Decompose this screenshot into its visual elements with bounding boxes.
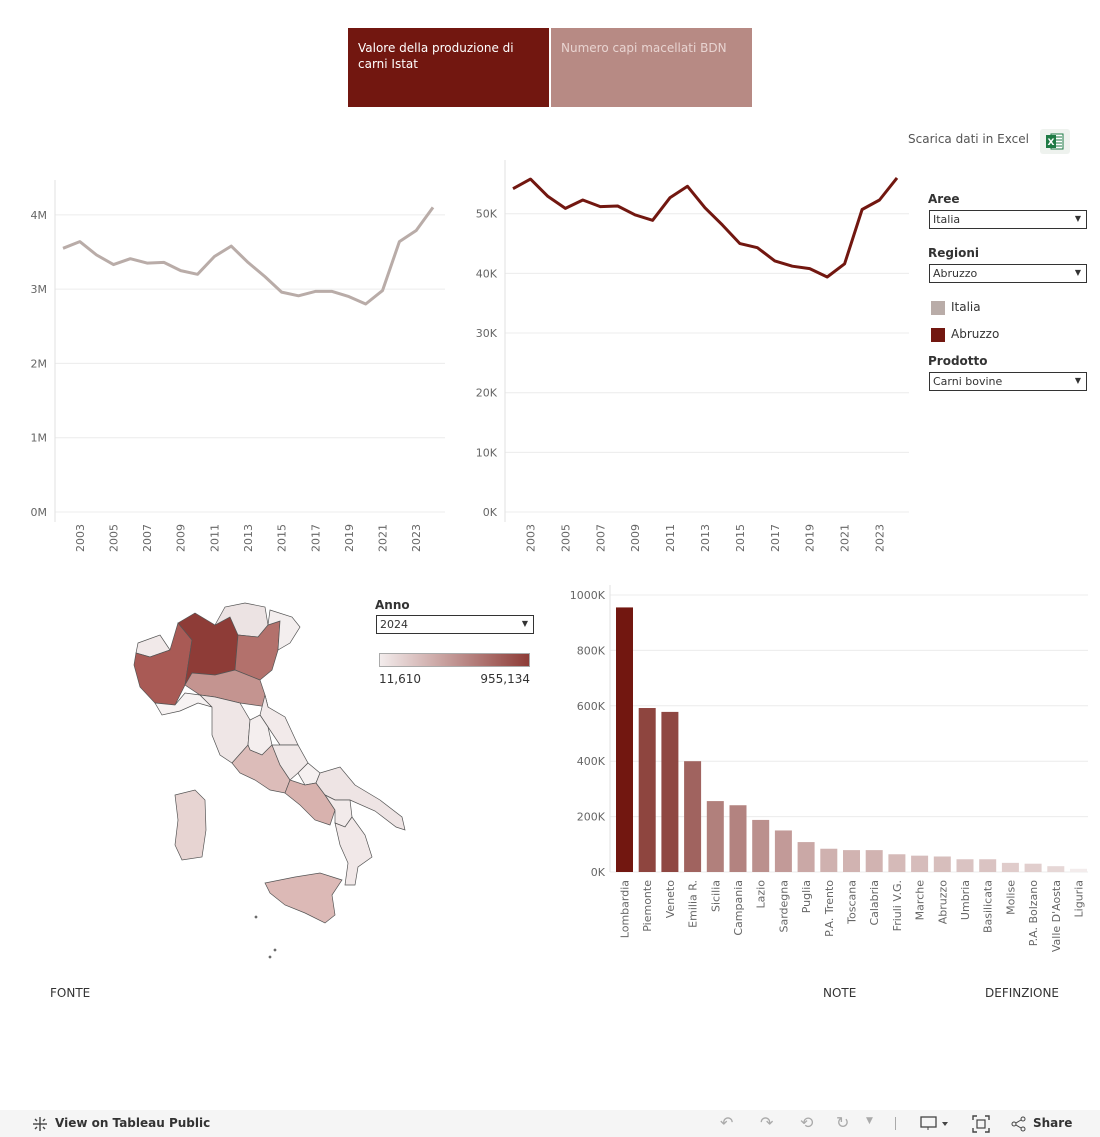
aree-select[interactable] bbox=[929, 210, 1087, 229]
chevron-down-icon: ▼ bbox=[1074, 214, 1081, 223]
chevron-down-icon[interactable]: ▼ bbox=[866, 1116, 873, 1126]
share-button[interactable]: Share bbox=[1033, 1116, 1073, 1130]
tab-numero-capi[interactable]: Numero capi macellati BDN bbox=[551, 28, 752, 107]
bar-puglia bbox=[798, 842, 815, 872]
map-legend-max: 955,134 bbox=[480, 672, 530, 686]
bar-liguria bbox=[1070, 869, 1087, 872]
x-tick-label: 2011 bbox=[208, 524, 222, 552]
x-tick-label: 2009 bbox=[174, 524, 188, 552]
y-tick-label: 3M bbox=[30, 283, 47, 297]
x-tick-label: 2015 bbox=[275, 524, 289, 552]
fullscreen-icon[interactable] bbox=[972, 1115, 990, 1133]
bar-abruzzo bbox=[934, 856, 951, 872]
italy-region-map[interactable] bbox=[120, 595, 420, 965]
legend-swatch-italia bbox=[931, 301, 945, 315]
line-chart-abruzzo bbox=[460, 160, 920, 560]
chevron-down-icon: ▼ bbox=[1074, 268, 1081, 277]
anno-value: 2024 bbox=[380, 618, 408, 631]
chevron-down-icon: ▼ bbox=[1074, 376, 1081, 385]
excel-icon[interactable] bbox=[1040, 129, 1070, 154]
x-tick-label: Umbria bbox=[959, 880, 972, 921]
bar-lombardia bbox=[616, 607, 633, 872]
y-tick-label: 2M bbox=[30, 357, 47, 371]
y-tick-label: 800K bbox=[576, 644, 605, 658]
bar-umbria bbox=[957, 859, 974, 872]
prodotto-value: Carni bovine bbox=[933, 375, 1003, 388]
regioni-label: Regioni bbox=[928, 246, 979, 260]
y-tick-label: 0M bbox=[30, 506, 47, 519]
x-tick-label: Sardegna bbox=[777, 880, 791, 933]
anno-select[interactable] bbox=[376, 615, 534, 634]
legend-label-italia: Italia bbox=[951, 300, 981, 314]
x-tick-label: 2021 bbox=[838, 524, 852, 552]
bar-emilia-r- bbox=[684, 761, 701, 872]
y-tick-label: 0K bbox=[482, 506, 497, 519]
tableau-logo-icon bbox=[32, 1116, 48, 1132]
y-tick-label: 200K bbox=[576, 810, 605, 824]
x-tick-label: Molise bbox=[1004, 880, 1018, 915]
x-tick-label: 2011 bbox=[664, 524, 678, 552]
bar-marche bbox=[911, 856, 928, 872]
x-tick-label: 2013 bbox=[242, 524, 255, 552]
svg-text:X: X bbox=[1047, 138, 1055, 148]
x-tick-label: 2017 bbox=[309, 524, 323, 552]
bar-p-a-bolzano bbox=[1025, 864, 1042, 872]
revert-icon[interactable]: ⟲ bbox=[800, 1113, 814, 1132]
note-link[interactable]: NOTE bbox=[823, 986, 857, 1000]
share-icon[interactable] bbox=[1011, 1116, 1027, 1132]
x-tick-label: Abruzzo bbox=[936, 880, 950, 925]
y-tick-label: 400K bbox=[576, 755, 605, 769]
map-region-piemonte bbox=[134, 623, 192, 705]
x-tick-label: Sicilia bbox=[709, 880, 723, 912]
x-tick-label: Toscana bbox=[845, 880, 859, 924]
toolbar-divider bbox=[895, 1117, 896, 1130]
regioni-select[interactable] bbox=[929, 264, 1087, 283]
y-tick-label: 1M bbox=[30, 431, 47, 445]
view-on-tableau-link[interactable]: View on Tableau Public bbox=[55, 1116, 211, 1130]
bar-piemonte bbox=[639, 708, 656, 872]
y-tick-label: 4M bbox=[30, 208, 47, 222]
aree-value: Italia bbox=[933, 213, 961, 226]
prodotto-label: Prodotto bbox=[928, 354, 988, 368]
x-tick-label: Campania bbox=[732, 880, 745, 936]
map-legend-min: 11,610 bbox=[379, 672, 421, 686]
bar-calabria bbox=[866, 850, 883, 872]
anno-label: Anno bbox=[375, 598, 410, 612]
y-tick-label: 20K bbox=[475, 386, 497, 400]
bar-friuli-v-g- bbox=[888, 854, 905, 872]
x-tick-label: 2015 bbox=[733, 524, 747, 552]
y-tick-label: 10K bbox=[475, 446, 497, 460]
x-tick-label: Veneto bbox=[663, 880, 677, 919]
x-tick-label: 2003 bbox=[73, 524, 87, 552]
y-tick-label: 1000K bbox=[569, 589, 605, 602]
x-tick-label: Liguria bbox=[1072, 880, 1086, 918]
bar-basilicata bbox=[979, 859, 996, 872]
bar-toscana bbox=[843, 850, 860, 872]
y-tick-label: 50K bbox=[475, 207, 497, 221]
excel-download-label[interactable]: Scarica dati in Excel bbox=[908, 132, 1029, 146]
aree-label: Aree bbox=[928, 192, 960, 206]
x-tick-label: Marche bbox=[913, 880, 927, 921]
definizione-link[interactable]: DEFINZIONE bbox=[985, 986, 1060, 1000]
x-tick-label: Basilicata bbox=[981, 880, 995, 934]
tableau-toolbar bbox=[0, 1110, 1100, 1137]
x-tick-label: 2017 bbox=[768, 524, 782, 552]
legend-swatch-abruzzo bbox=[931, 328, 945, 342]
x-tick-label: Piemonte bbox=[641, 880, 655, 932]
bar-sicilia bbox=[707, 801, 724, 872]
x-tick-label: 2023 bbox=[410, 524, 424, 552]
x-tick-label: Friuli V.G. bbox=[890, 880, 904, 932]
device-preview-icon[interactable] bbox=[920, 1116, 950, 1132]
map-region-sicilia bbox=[265, 873, 342, 923]
map-color-legend bbox=[379, 653, 530, 667]
regioni-value: Abruzzo bbox=[933, 267, 978, 280]
bar-campania bbox=[730, 805, 747, 872]
x-tick-label: Lazio bbox=[754, 880, 768, 909]
map-region-sardegna bbox=[175, 790, 206, 860]
bar-sardegna bbox=[775, 830, 792, 872]
x-tick-label: P.A. Bolzano bbox=[1027, 880, 1041, 947]
x-tick-label: 2013 bbox=[699, 524, 712, 552]
series-line-abruzzo bbox=[513, 178, 897, 277]
x-tick-label: 2005 bbox=[107, 524, 121, 552]
x-tick-label: Emilia R. bbox=[686, 880, 700, 928]
bar-lazio bbox=[752, 820, 769, 872]
bar-valle-d-aosta bbox=[1047, 866, 1064, 872]
x-tick-label: Valle D'Aosta bbox=[1049, 880, 1063, 953]
fonte-link[interactable]: FONTE bbox=[50, 986, 91, 1000]
prodotto-select[interactable] bbox=[929, 372, 1087, 391]
x-tick-label: 2009 bbox=[629, 524, 643, 552]
y-tick-label: 0K bbox=[590, 866, 605, 879]
y-tick-label: 30K bbox=[475, 327, 497, 341]
map-region-calabria bbox=[335, 817, 372, 885]
bar-molise bbox=[1002, 863, 1019, 872]
bar-chart-regioni bbox=[560, 580, 1100, 970]
tab-valore-produzione[interactable]: Valore della produzione di carni Istat bbox=[348, 28, 549, 107]
x-tick-label: 2005 bbox=[559, 524, 573, 552]
redo-icon[interactable]: ↷ bbox=[760, 1113, 774, 1132]
chevron-down-icon: ▼ bbox=[521, 619, 528, 628]
x-tick-label: P.A. Trento bbox=[822, 880, 836, 937]
legend-label-abruzzo: Abruzzo bbox=[951, 327, 1000, 341]
x-tick-label: 2007 bbox=[141, 524, 155, 552]
x-tick-label: 2021 bbox=[376, 524, 390, 552]
x-tick-label: Calabria bbox=[868, 880, 882, 926]
x-tick-label: Puglia bbox=[800, 880, 814, 914]
x-tick-label: 2019 bbox=[803, 524, 817, 552]
refresh-icon[interactable]: ↻ bbox=[836, 1113, 850, 1132]
undo-icon[interactable]: ↶ bbox=[720, 1113, 734, 1132]
x-tick-label: 2019 bbox=[342, 524, 356, 552]
line-chart-italia bbox=[0, 160, 460, 560]
bar-veneto bbox=[661, 712, 678, 872]
bar-p-a-trento bbox=[820, 849, 837, 872]
y-tick-label: 600K bbox=[576, 699, 605, 713]
x-tick-label: Lombardia bbox=[618, 880, 632, 939]
x-tick-label: 2007 bbox=[594, 524, 608, 552]
y-tick-label: 40K bbox=[475, 267, 497, 281]
x-tick-label: 2003 bbox=[524, 524, 538, 552]
x-tick-label: 2023 bbox=[873, 524, 887, 552]
